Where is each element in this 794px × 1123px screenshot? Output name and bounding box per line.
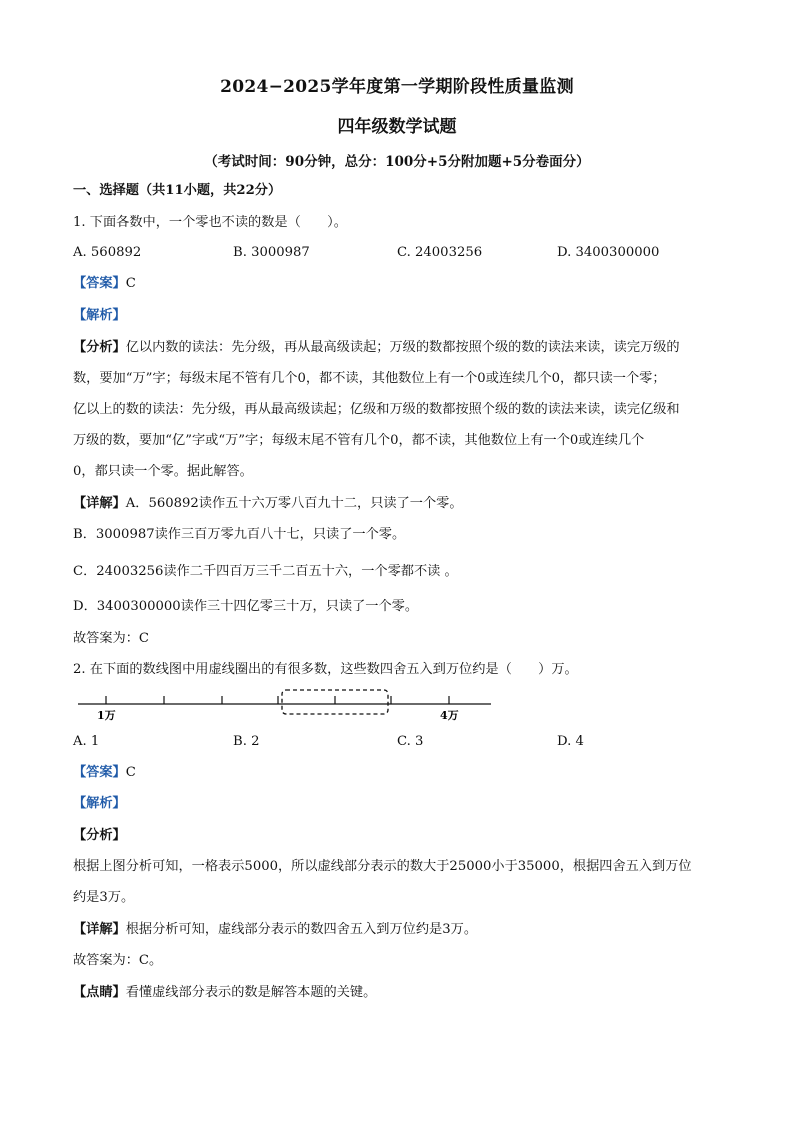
q2-option-b: B. 2 — [233, 734, 260, 749]
q1-xiangjie-line: D．3400300000读作三十四亿零三十万，只读了一个零。 — [73, 599, 419, 614]
q1-xiangjie-line: B．3000987读作三百万零九百八十七，只读了一个零。 — [73, 527, 406, 542]
q1-fenxi-line: 亿以上的数的读法：先分级，再从最高级读起；亿级和万级的数都按照个级的数的读法来读，读完亿级和 — [73, 402, 680, 417]
exam-info: （考试时间：90分钟，总分：100分+5分附加题+5分卷面分） — [204, 154, 590, 170]
q2-fenxi-line: 约是3万。 — [73, 890, 135, 905]
q2-dianjing-line — [73, 984, 733, 1002]
q2-analysis-heading — [73, 795, 733, 813]
q1-option-d: D. 3400300000 — [557, 245, 660, 260]
document-title: 2024−2025学年度第一学期阶段性质量监测 — [220, 77, 574, 97]
q1-fenxi-line: 数，要加“万”字；每级末尾不管有几个0，都不读，其他数位上有一个0或连续几个0，都只读一个零； — [73, 371, 666, 386]
q1-analysis-heading — [73, 307, 733, 325]
q1-answer — [73, 275, 733, 293]
q1-option-c: C. 24003256 — [397, 245, 483, 260]
q2-fenxi-line: 根据上图分析可知，一格表示5000，所以虚线部分表示的数大于25000小于35000，根据四舍五入到万位 — [73, 859, 692, 874]
number-line-figure — [73, 688, 503, 724]
q1-option-a: A. 560892 — [73, 245, 142, 260]
xiangjie-text: A．560892读作五十六万零八百九十二，只读了一个零。 — [125, 496, 463, 511]
answer-tag: 【答案】 — [73, 276, 126, 291]
question-1-stem: 1. 下面各数中，一个零也不读的数是（ ）。 — [73, 215, 347, 230]
q1-conclusion: 故答案为：C — [73, 631, 150, 646]
q1-fenxi-line: 万级的数，要加“亿”字或“万”字；每级末尾不管有几个0，都不读，其他数位上有一个0或连续几个 — [73, 433, 645, 448]
q1-fenxi-line — [73, 339, 733, 357]
fenxi-text: 亿以内数的读法：先分级，再从最高级读起；万级的数都按照个级的数的读法来读，读完万级的 — [125, 340, 680, 355]
q2-fenxi-heading — [73, 827, 733, 845]
xiangjie-tag: 【详解】 — [73, 496, 126, 511]
analysis-tag: 【解析】 — [73, 796, 126, 811]
question-2-stem: 2. 在下面的数线图中用虚线圈出的有很多数，这些数四舍五入到万位约是（ ）万。 — [73, 662, 578, 677]
dianjing-text: 看懂虚线部分表示的数是解答本题的关键。 — [125, 985, 377, 1000]
q2-xiangjie-line — [73, 921, 733, 939]
fenxi-tag: 【分析】 — [73, 828, 126, 843]
q1-fenxi-line: 0，都只读一个零。据此解答。 — [73, 464, 253, 479]
document-subtitle: 四年级数学试题 — [337, 117, 457, 137]
right-label: 4万 — [440, 709, 459, 722]
xiangjie-text: 根据分析可知，虚线部分表示的数四舍五入到万位约是3万。 — [125, 922, 478, 937]
answer-value: C — [125, 765, 136, 780]
analysis-tag: 【解析】 — [73, 308, 126, 323]
q2-answer — [73, 764, 733, 782]
q1-xiangjie-line — [73, 495, 733, 513]
dianjing-tag: 【点睛】 — [73, 985, 126, 1000]
q2-option-a: A. 1 — [73, 734, 100, 749]
q2-conclusion: 故答案为：C。 — [73, 953, 163, 968]
section-heading: 一、选择题（共11小题，共22分） — [73, 183, 282, 198]
xiangjie-tag: 【详解】 — [73, 922, 126, 937]
fenxi-tag: 【分析】 — [73, 340, 126, 355]
answer-tag: 【答案】 — [73, 765, 126, 780]
answer-value: C — [125, 276, 136, 291]
left-label: 1万 — [97, 709, 116, 722]
q2-option-d: D. 4 — [557, 734, 584, 749]
q1-option-b: B. 3000987 — [233, 245, 310, 260]
q2-option-c: C. 3 — [397, 734, 424, 749]
q1-xiangjie-line: C．24003256读作二千四百万三千二百五十六，一个零都不读 。 — [73, 564, 458, 579]
